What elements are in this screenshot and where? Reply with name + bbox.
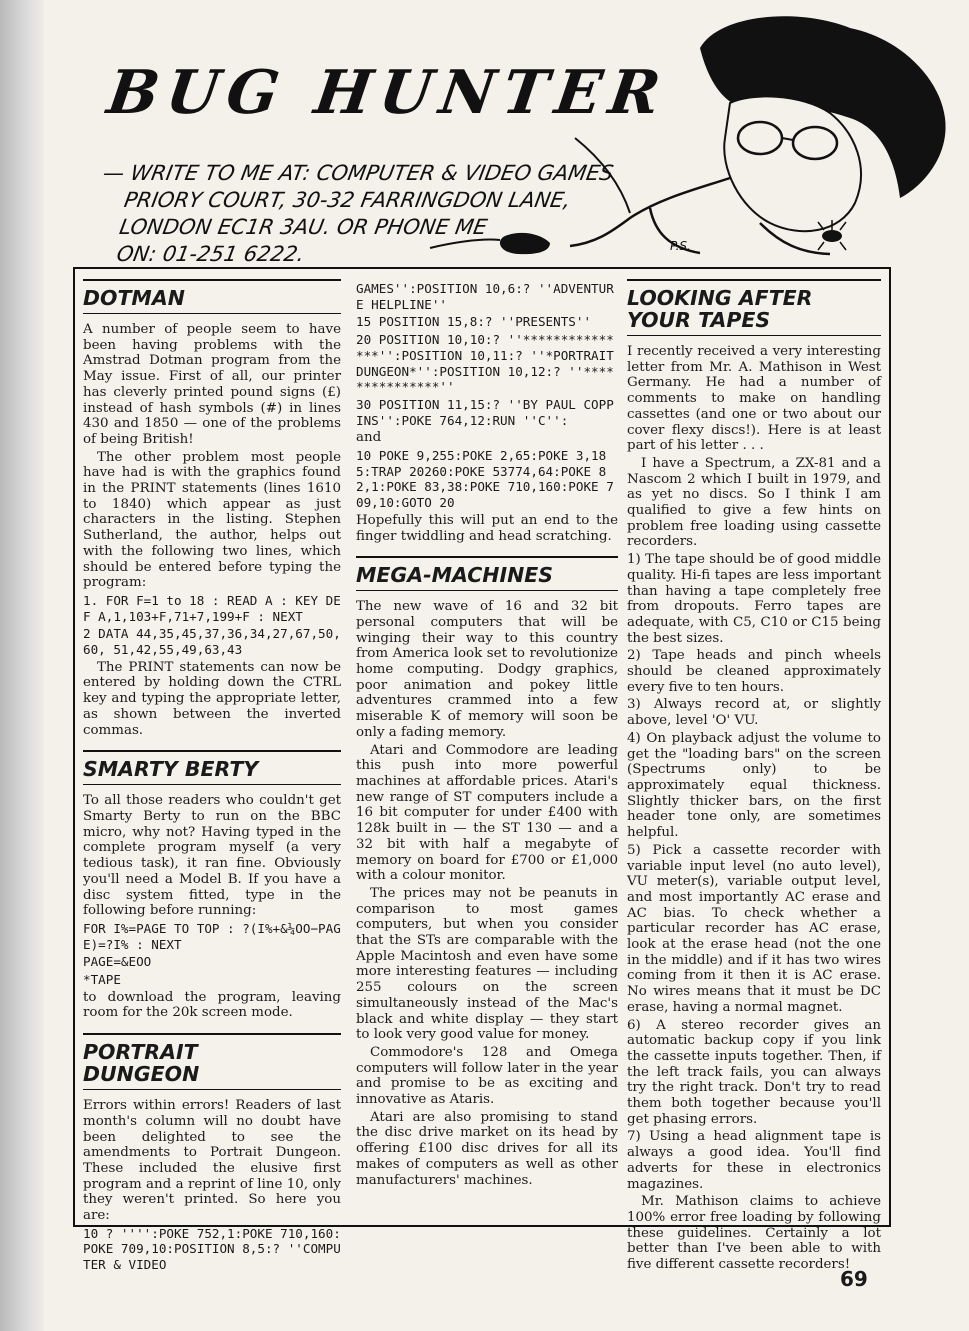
code-line: 1. FOR F=1 to 18 : READ A : KEY DEF A,1,103+F,71+7,199+F : NEXT <box>83 592 341 624</box>
paragraph: To all those readers who couldn't get Smarty Berty to run on the BBC micro, why not? Having typed in the complete program myself (a very tedious task), it ran fine. Obviously you'll need a Model B. If you have a disc system fitted, type in the following before running: <box>83 793 341 919</box>
contact-line: ON: 01-251 6222. <box>114 242 307 266</box>
section-heading-mega-machines: MEGA-MACHINES <box>356 556 618 591</box>
code-line: 30 POSITION 11,15:? ''BY PAUL COPPINS'':POKE 764,12:RUN ''C'': <box>356 396 614 428</box>
section-heading-looking-after-your-tapes <box>627 279 881 336</box>
paragraph: Hopefully this will put an end to the finger twiddling and head scratching. <box>356 512 618 544</box>
tip-item: 6) A stereo recorder gives an automatic backup copy if you link the cassette inputs together. Then, if the left track fails, you can always try the right track. Don't try to read them both together because you'll get phasing errors. <box>627 1017 881 1127</box>
tip-item: 5) Pick a cassette recorder with variable input level (no auto level), VU meter(s), variable output level, and most importantly AC erase and AC bias. To check whether a particular recorder has AC erase, look at the erase head (not the one in the middle) and if it has two wires coming from it then it is AC erase. No wires means that it must be DC erase, having a normal magnet. <box>627 842 881 1015</box>
tip-item: 4) On playback adjust the volume to get the "loading bars" on the screen (Spectrums only) to be approximately equal thickness. Slightly thicker bars, on the first header tone only, are sometimes helpful. <box>627 730 881 841</box>
paragraph: The prices may not be peanuts in comparison to most games computers, but when you consider that the STs are comparable with the Apple Macintosh and even have some more interesting features — including 255 colours on the screen simultaneously instead of the Mac's black and white display — they start to look very good value for money. <box>356 885 618 1043</box>
paragraph: The new wave of 16 and 32 bit personal computers that will be winging their way to this country from America look set to revolutionize home computing. Dodgy graphics, poor animation and pokey little adventures crammed into a few miserable K of memory will soon be only a fading memory. <box>356 599 618 740</box>
code-line: 10 POKE 9,255:POKE 2,65:POKE 3,185:TRAP 20260:POKE 53774,64:POKE 82,1:POKE 83,38:POKE 710,160:POKE 709,10:GOTO 20 <box>356 448 614 511</box>
code-line: GAMES'':POSITION 10,6:? ''ADVENTURE HELPLINE'' <box>356 281 614 312</box>
paragraph: Errors within errors! Readers of last month's column will no doubt have been delighted to see the amendments to Portrait Dungeon. These included the elusive first program and a reprint of line 10, only they weren't printed. So here you are: <box>83 1098 341 1224</box>
code-line: 20 POSITION 10,10:? ''***************'':POSITION 10,11:? ''*PORTRAIT DUNGEON*'':POSITION 10,12:? ''***************'' <box>356 332 614 395</box>
section-heading-smarty-berty: SMARTY BERTY <box>83 750 341 785</box>
tip-item: 3) Always record at, or slightly above, level 'O' VU. <box>627 697 881 729</box>
paragraph: Atari are also promising to stand the disc drive market on its head by offering £100 disc drives for all its makes of computers as well as other manufacturers' machines. <box>356 1109 618 1188</box>
tip-item: 2) Tape heads and pinch wheels should be cleaned approximately every five to ten hours. <box>627 648 881 695</box>
bug-hunter-illustration <box>400 8 960 263</box>
artist-signature: P.S. <box>670 239 691 253</box>
paragraph: I have a Spectrum, a ZX-81 and a Nascom 2 which I built in 1979, and as yet no discs. So I think I am qualified to give a few hints on problem free loading using cassette recorders. <box>627 455 881 550</box>
code-line: FOR I%=PAGE TO TOP : ?(I%+&¼OO−PAGE)=?I% : NEXT <box>83 920 341 952</box>
page-number: 69 <box>840 1267 868 1291</box>
article-box <box>73 267 891 1273</box>
paragraph: and <box>356 430 382 446</box>
page-title: BUG HUNTER <box>103 58 673 128</box>
page-spine-shadow <box>0 0 44 1331</box>
column-2 <box>356 269 618 1190</box>
paragraph: The other problem most people have had is with the graphics found in the PRINT statements (lines 1610 to 1840) which appear as just characters in the listing. Stephen Sutherland, the author, helps out with the following two lines, which should be entered before typing the program: <box>83 449 341 591</box>
paragraph: The PRINT statements can now be entered by holding down the CTRL key and typing the appropriate letter, as shown between the inverted commas. <box>83 659 341 738</box>
paragraph: Atari and Commodore are leading this push into more powerful machines at affordable prices. Atari's new range of ST computers include a 16 bit computer for under £400 with 128k built in — the ST 130 — and a 32 bit with half a megabyte of memory on board for £700 or £1,000 with a colour monitor. <box>356 742 618 884</box>
contact-line: PRIORY COURT, 30-32 FARRINGDON LANE, <box>122 188 573 212</box>
heading-line: LOOKING AFTER <box>627 286 813 310</box>
code-line: PAGE=&EOO <box>83 954 152 970</box>
column-1 <box>83 269 341 1275</box>
heading-line: PORTRAIT <box>83 1040 198 1065</box>
paragraph: A number of people seem to have been having problems with the Amstrad Dotman program from the May issue. First of all, our printer has cleverly printed pound signs (£) instead of hash symbols (#) in lines 430 and 1850 — one of the problems of being British! <box>83 322 341 447</box>
paragraph: I recently received a very interesting letter from Mr. A. Mathison in West Germany. He had a number of comments to make on handling cassettes (and one or two about our cover flexy discs!). Here is at least part of his letter . . . <box>627 344 881 454</box>
column-3 <box>627 269 881 1275</box>
code-line: 10 ? '''':POKE 752,1:POKE 710,160:POKE 709,10:POSITION 8,5:? ''COMPUTER & VIDEO <box>83 1225 341 1273</box>
paragraph: to download the program, leaving room for the 20k screen mode. <box>83 989 341 1021</box>
section-heading-dotman: DOTMAN <box>83 279 341 314</box>
heading-line: YOUR TAPES <box>627 308 771 332</box>
code-line: 15 POSITION 15,8:? ''PRESENTS'' <box>356 314 592 330</box>
code-line: *TAPE <box>83 972 121 988</box>
contact-line: LONDON EC1R 3AU. OR PHONE ME <box>117 215 490 239</box>
paragraph: Commodore's 128 and Omega computers will follow later in the year and promise to be as exciting and innovative as Ataris. <box>356 1044 618 1108</box>
contact-line: — WRITE TO ME AT: COMPUTER & VIDEO GAMES <box>101 161 616 185</box>
code-line: 2 DATA 44,35,45,37,36,34,27,67,50,60, 51,42,55,49,63,43 <box>83 626 341 658</box>
section-heading-portrait-dungeon <box>83 1033 341 1090</box>
tip-item: 1) The tape should be of good middle quality. Hi-fi tapes are less important than having a tape completely free from dropouts. Ferro tapes are adequate, with C5, C10 or C15 being the best sizes. <box>627 552 881 646</box>
paragraph: Mr. Mathison claims to achieve 100% error free loading by following these guidelines. Certainly a lot better than I've been able to with five different cassette recorders! <box>627 1194 881 1273</box>
heading-line: DUNGEON <box>83 1062 200 1087</box>
tip-item: 7) Using a head alignment tape is always a good idea. You'll find adverts for these in electronics magazines. <box>627 1129 881 1192</box>
